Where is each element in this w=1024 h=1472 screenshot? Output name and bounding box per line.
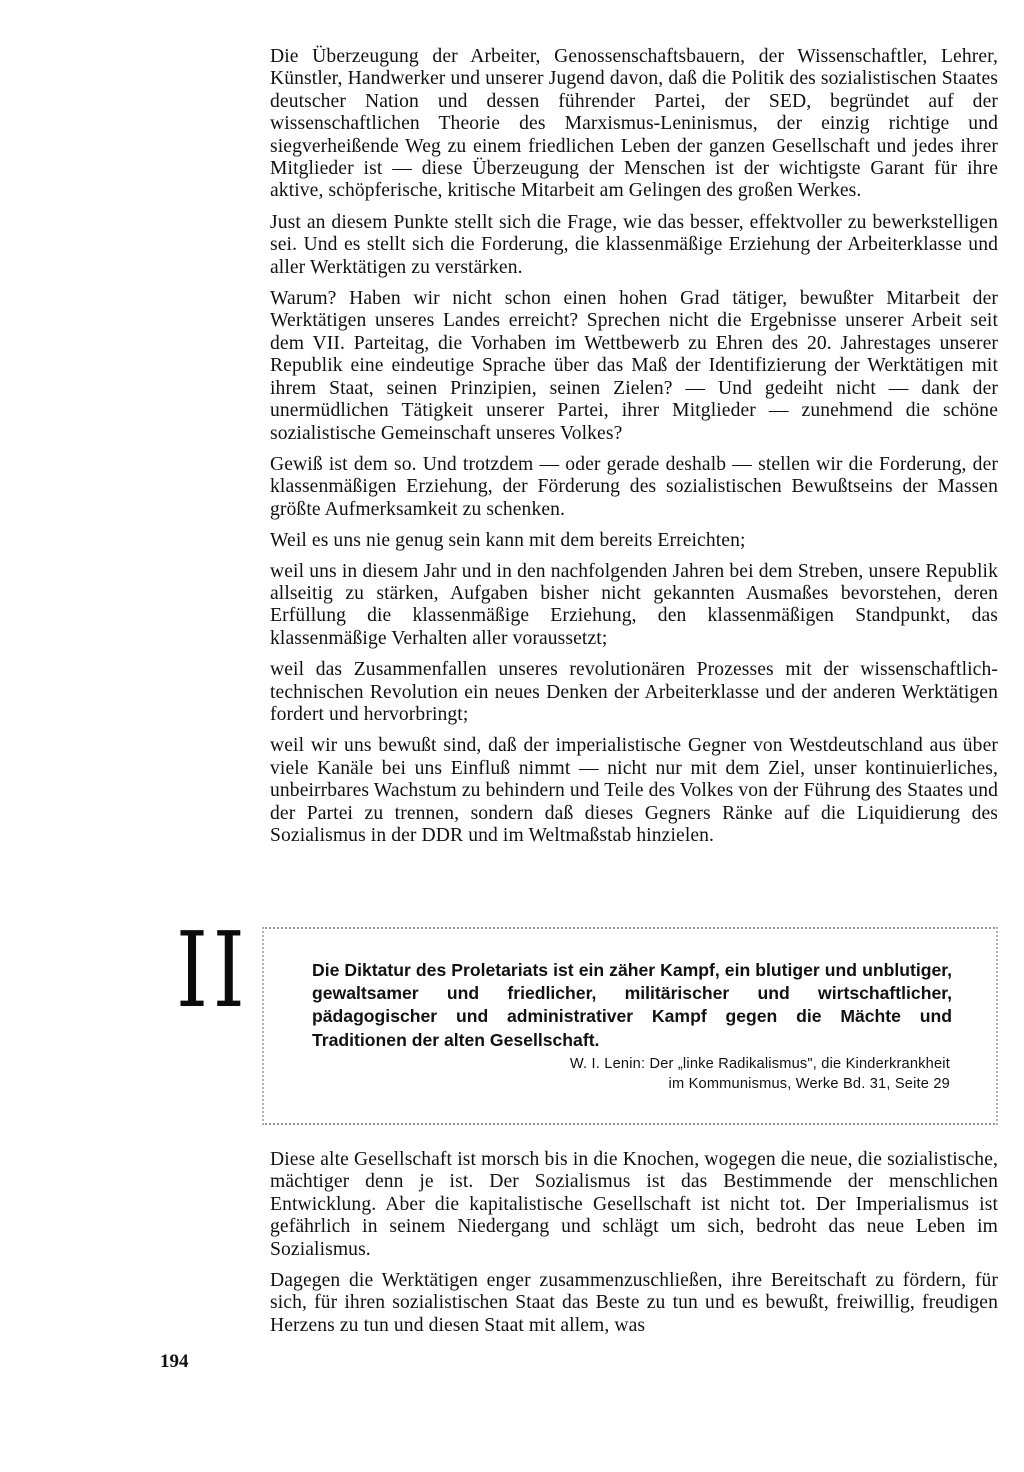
paragraph-5: Weil es uns nie genug sein kann mit dem bereits Erreichten; [270, 530, 746, 552]
paragraph-4: Gewiß ist dem so. Und trotzdem — oder gerade deshalb — stellen wir die Forderung, der klassenmäßigen Erziehung, der Förderung des sozialistischen Bewußtseins der Massen größte Aufmerksamkeit zu schenken. [270, 453, 998, 520]
body-text-bottom [270, 1149, 998, 1346]
page-number: 194 [160, 1351, 189, 1372]
paragraph-3: Warum? Haben wir nicht schon einen hohen Grad tätiger, bewußter Mitarbeit der Werktätigen unseres Landes erreicht? Sprechen nicht die Ergebnisse unserer Arbeit seit dem VII. Parteitag, die Vorhaben im Wettbewerb zu Ehren des 20. Jahrestages unserer Republik eine eindeutige Sprache über das Maß der Identifizierung der Werktätigen mit ihrem Staat, seinen Prinzipien, seinen Zielen? — Und gedeiht nicht — dank der unermüdlichen Tätigkeit unserer Partei, ihrer Mitglieder — zunehmend die schöne sozialistische Gemeinschaft unseres Volkes? [270, 288, 998, 444]
paragraph-6: weil uns in diesem Jahr und in den nachfolgenden Jahren bei dem Streben, unsere Republik allseitig zu stärken, Aufgaben bisher nicht gekannten Ausmaßes bevorstehen, deren Erfüllung die klassenmäßige Erziehung, den klassenmäßigen Standpunkt, das klassenmäßige Verhalten aller voraussetzt; [270, 560, 998, 649]
paragraph-7: weil das Zusammenfallen unseres revolutionären Prozesses mit der wissenschaftlich-technischen Revolution ein neues Denken der Arbeiterklasse und der anderen Werktätigen fordert und hervorbringt; [270, 659, 998, 725]
paragraph-8: weil wir uns bewußt sind, daß der imperialistische Gegner von Westdeutschland aus über viele Kanäle bei uns Einfluß nimmt — nicht nur mit dem Ziel, unser kontinuierliches, unbeirrbares Wachstum zu behindern und Teile des Volkes von der Führung des Staates und der Partei zu trennen, sondern daß dieses Gegners Ränke auf die Liquidierung des Sozialismus in der DDR und im Weltmaßstab hinzielen. [270, 735, 998, 846]
paragraph-10: Dagegen die Werktätigen enger zusammenzuschließen, ihre Bereitschaft zu fördern, für sich, für ihren sozialistischen Staat das Beste zu tun und es bewußt, freiwillig, freudigen Herzens zu tun und diesen Staat mit allem, was [270, 1270, 998, 1336]
body-text-top [270, 46, 998, 856]
section-marker: II [176, 909, 250, 1031]
lenin-quote-box [262, 927, 998, 1125]
paragraph-2: Just an diesem Punkte stellt sich die Frage, wie das besser, effektvoller zu bewerkstelligen sei. Und es stellt sich die Forderung, die klassenmäßige Erziehung der Arbeiterklasse und aller Werktätigen zu verstärken. [270, 211, 998, 278]
quote-source-line-2: im Kommunismus, Werke Bd. 31, Seite 29 [668, 1075, 950, 1092]
quote-source [430, 1055, 950, 1094]
paragraph-9: Diese alte Gesellschaft ist morsch bis in die Knochen, wogegen die neue, die sozialistische, mächtiger denn je ist. Der Sozialismus ist das Bestimmende der menschlichen Entwicklung. Aber die kapitalistische Gesellschaft ist nicht tot. Der Imperialismus ist gefährlich in seinem Niedergang und schlägt um sich, bedroht das neue Leben im Sozialismus. [270, 1149, 998, 1260]
quote-source-line-1: W. I. Lenin: Der „linke Radikalismus", die Kinderkrankheit [569, 1056, 950, 1072]
paragraph-1: Die Überzeugung der Arbeiter, Genossenschaftsbauern, der Wissenschaftler, Lehrer, Künstler, Handwerker und unserer Jugend davon, daß die Politik des sozialistischen Staates deutscher Nation und dessen führender Partei, der SED, begründet auf der wissenschaftlichen Theorie des Marxismus-Leninismus, der einzig richtige und siegverheißende Weg zu einem friedlichen Leben der ganzen Gesellschaft und jedes ihrer Mitglieder ist — diese Überzeugung der Menschen ist der wichtigste Garant für ihre aktive, schöpferische, kritische Mitarbeit am Gelingen des großen Werkes. [270, 46, 998, 202]
quote-text: Die Diktatur des Proletariats ist ein zäher Kampf, ein blutiger und unblutiger, gewaltsamer und friedlicher, militärischer und wirtschaftlicher, pädagogischer und administrativer Kampf gegen die Mächte und Traditionen der alten Gesellschaft. [312, 960, 952, 1050]
